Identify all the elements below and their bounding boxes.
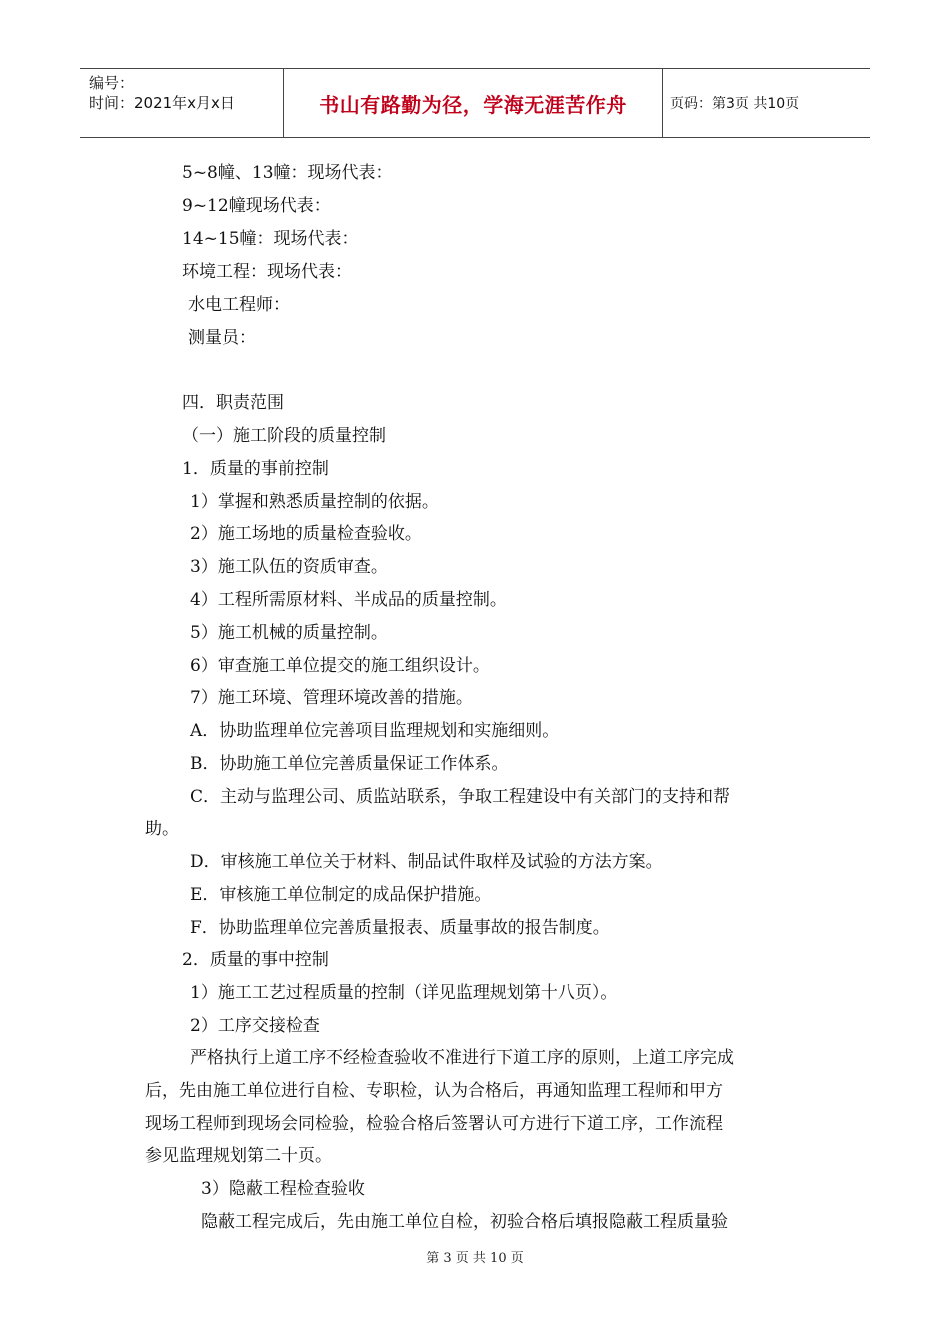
body-line: 14~15幢：现场代表： — [182, 229, 359, 249]
body-line: 水电工程师： — [188, 295, 290, 315]
list-item: 6）审查施工单位提交的施工组织设计。 — [190, 656, 490, 676]
paragraph-line: 后，先由施工单位进行自检、专职检，认为合格后，再通知监理工程师和甲方 — [145, 1081, 723, 1101]
list-item: F．协助监理单位完善质量报表、质量事故的报告制度。 — [190, 918, 610, 938]
list-item: 3）施工队伍的资质审查。 — [190, 557, 388, 577]
list-item: 1）掌握和熟悉质量控制的依据。 — [190, 492, 439, 512]
paragraph-line: 现场工程师到现场会同检验，检验合格后签署认可方进行下道工序，工作流程 — [145, 1114, 723, 1134]
item-heading: 2．质量的事中控制 — [182, 950, 329, 970]
header-meta — [89, 73, 289, 113]
list-item: E．审核施工单位制定的成品保护措施。 — [190, 885, 492, 905]
paragraph-line: 严格执行上道工序不经检查验收不准进行下道工序的原则，上道工序完成 — [190, 1048, 734, 1068]
section-heading: 四．职责范围 — [182, 393, 284, 413]
body-line: 5~8幢、13幢：现场代表： — [182, 163, 393, 183]
list-item: 5）施工机械的质量控制。 — [190, 623, 388, 643]
body-line: 环境工程：现场代表： — [182, 262, 352, 282]
list-item: 2）施工场地的质量检查验收。 — [190, 524, 422, 544]
item-heading: 1．质量的事前控制 — [182, 459, 329, 479]
motto-text: 书山有路勤为径，学海无涯苦作舟 — [319, 92, 627, 117]
paragraph-line: 参见监理规划第二十页。 — [145, 1146, 332, 1166]
list-item: 2）工序交接检查 — [190, 1016, 320, 1036]
page-footer: 第 3 页 共 10 页 — [426, 1251, 524, 1266]
body-line: 9~12幢现场代表： — [182, 196, 331, 216]
list-item-continuation: 助。 — [145, 819, 179, 839]
list-item: 3）隐蔽工程检查验收 — [201, 1179, 365, 1199]
subsection-heading: （一）施工阶段的质量控制 — [182, 426, 386, 446]
document-time-label: 时间：2021年x月x日 — [89, 94, 235, 112]
list-item: 4）工程所需原材料、半成品的质量控制。 — [190, 590, 507, 610]
list-item: A．协助监理单位完善项目监理规划和实施细则。 — [190, 721, 560, 741]
paragraph-line: 隐蔽工程完成后，先由施工单位自检，初验合格后填报隐蔽工程质量验 — [201, 1212, 728, 1232]
list-item: 7）施工环境、管理环境改善的措施。 — [190, 688, 473, 708]
list-item: D．审核施工单位关于材料、制品试件取样及试验的方法方案。 — [190, 852, 663, 872]
body-line: 测量员： — [188, 328, 256, 348]
list-item: B．协助施工单位完善质量保证工作体系。 — [190, 754, 509, 774]
header-page-info: 页码：第3页 共10页 — [670, 96, 800, 112]
list-item: C．主动与监理公司、质监站联系，争取工程建设中有关部门的支持和帮 — [190, 787, 731, 807]
list-item: 1）施工工艺过程质量的控制（详见监理规划第十八页）。 — [190, 983, 618, 1003]
header-motto-cell — [283, 69, 663, 137]
document-number-label: 编号： — [89, 74, 135, 92]
page-header — [80, 68, 870, 138]
